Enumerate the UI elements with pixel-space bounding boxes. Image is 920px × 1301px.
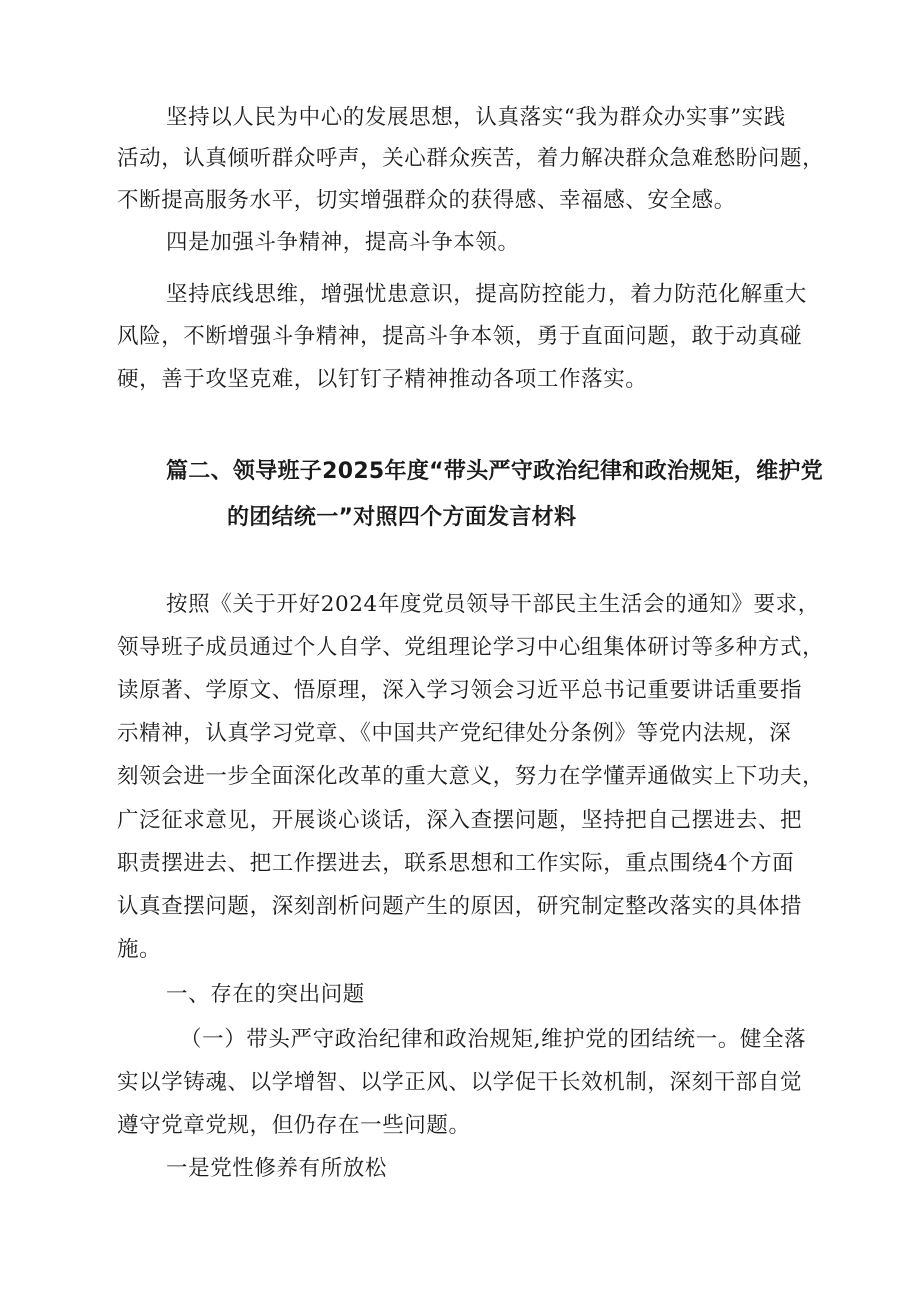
article-title-line: 篇二、领导班子2025年度“带头严守政治纪律和政治规矩，维护党 [166,459,823,484]
paragraph-line: 不断提高服务水平，切实增强群众的获得感、幸福感、安全感。 [117,188,736,213]
paragraph-line: 坚持以人民为中心的发展思想，认真落实“我为群众办实事”实践 [166,105,786,130]
intro-line: 领导班子成员通过个人自学、党组理论学习中心组集体研讨等多种方式， [117,635,825,660]
intro-line: 广泛征求意见，开展谈心谈话，深入查摆问题，坚持把自己摆进去、把 [117,808,803,833]
subsection-line: 实以学铸魂、以学增智、以学正风、以学促干长效机制，深刻干部自觉 [117,1070,803,1095]
intro-line: 读原著、学原文、悟原理，深入学习领会习近平总书记重要讲话重要指 [117,678,803,703]
subsection-line: 遵守党章党规，但仍存在一些问题。 [117,1113,471,1138]
intro-line: 施。 [117,937,162,962]
intro-line: 示精神，认真学习党章、《中国共产党纪律处分条例》等党内法规，深 [117,721,792,746]
paragraph-line: 风险，不断增强斗争精神，提高斗争本领，勇于直面问题，敢于动真碰 [117,324,803,349]
point-one-heading: 一是党性修养有所放松 [166,1156,388,1181]
intro-line: 按照《关于开好2024年度党员领导干部民主生活会的通知》要求， [166,592,820,617]
section-heading: 一、存在的突出问题 [166,982,365,1007]
intro-line: 认真查摆问题，深刻剖析问题产生的原因，研究制定整改落实的具体措 [117,894,803,919]
intro-line: 职责摆进去、把工作摆进去，联系思想和工作实际，重点围绕4个方面 [117,851,795,876]
paragraph-line: 坚持底线思维，增强忧患意识，提高防控能力，着力防范化解重大 [166,282,807,307]
point-four-heading: 四是加强斗争精神，提高斗争本领。 [166,230,520,255]
paragraph-line: 活动，认真倾听群众呼声，关心群众疾苦，着力解决群众急难愁盼问题， [117,146,825,171]
subsection-line: （一）带头严守政治纪律和政治规矩,维护党的团结统一。健全落 [180,1027,807,1052]
intro-line: 刻领会进一步全面深化改革的重大意义，努力在学懂弄通做实上下功夫， [117,764,825,789]
paragraph-line: 硬，善于攻坚克难，以钉钉子精神推动各项工作落实。 [117,367,648,392]
article-title-line: 的团结统一”对照四个方面发言材料 [227,505,577,530]
